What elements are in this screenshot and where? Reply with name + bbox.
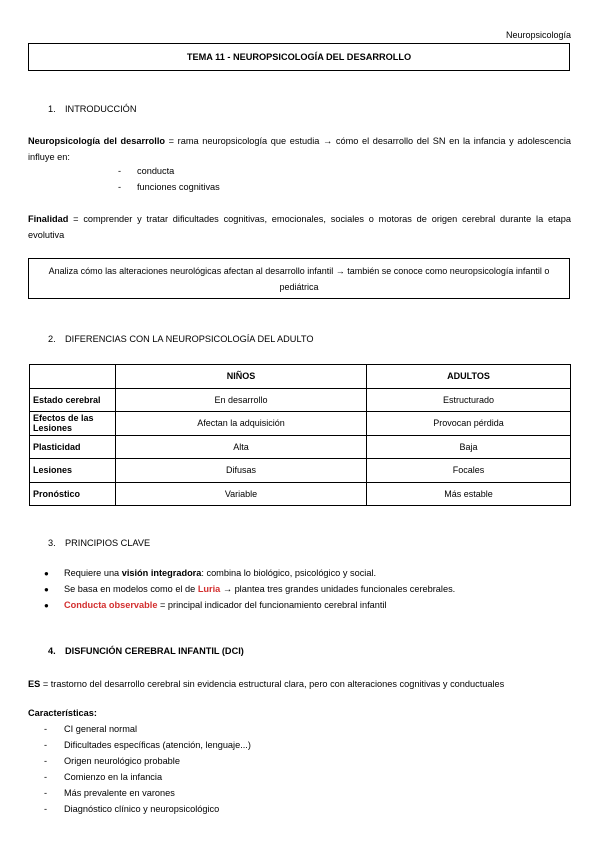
list-item: - Origen neurológico probable	[44, 756, 180, 766]
es-term: ES	[28, 679, 41, 689]
list-item: - Más prevalente en varones	[44, 788, 175, 798]
section-1-title: INTRODUCCIÓN	[65, 104, 137, 114]
table-row-label: Efectos de las Lesiones	[30, 412, 116, 436]
table-cell: Provocan pérdida	[367, 412, 571, 436]
es-paragraph	[28, 676, 571, 692]
table-row-label: Plasticidad	[30, 435, 116, 459]
list-item: - Comienzo en la infancia	[44, 772, 163, 782]
bullet-icon: ●	[44, 585, 49, 594]
definition-term: Neuropsicología del desarrollo	[28, 136, 165, 146]
bullet-text: Se basa en modelos como el de	[64, 584, 198, 594]
bullet-icon: ●	[44, 601, 49, 610]
list-item-text: CI general normal	[64, 724, 138, 734]
bullet-text: : combina lo biológico, psicológico y social.	[201, 568, 377, 578]
table-cell: Focales	[367, 459, 571, 483]
table-row-label: Lesiones	[30, 459, 116, 483]
section-4-number: 4.	[48, 646, 56, 656]
list-item-text: Comienzo en la infancia	[64, 772, 163, 782]
section-4-title: DISFUNCIÓN CEREBRAL INFANTIL (DCI)	[65, 646, 244, 656]
table-header-row	[30, 365, 571, 389]
table-cell: Alta	[116, 435, 367, 459]
goal-text: = comprender y tratar dificultades cognitivas, emocionales, sociales o motoras de origen cerebral durante la etapa evolutiva	[28, 214, 571, 240]
list-item: - Dificultades específicas (atención, lenguaje...)	[44, 740, 251, 750]
list-item: - Diagnóstico clínico y neuropsicológico	[44, 804, 220, 814]
bullet-text: = principal indicador del funcionamiento cerebral infantil	[157, 600, 387, 610]
section-3-heading	[48, 538, 150, 548]
table-row	[30, 435, 571, 459]
section-2-number: 2.	[48, 334, 56, 344]
table-row	[30, 388, 571, 412]
conducta-highlight: Conducta observable	[64, 600, 158, 610]
table-row	[30, 459, 571, 483]
table-row-label: Pronóstico	[30, 482, 116, 506]
bullet-item	[44, 600, 387, 610]
table-cell: En desarrollo	[116, 388, 367, 412]
list-item: - CI general normal	[44, 724, 138, 734]
section-3-title: PRINCIPIOS CLAVE	[65, 538, 151, 548]
list-item-text: Origen neurológico probable	[64, 756, 180, 766]
table-header-cell: ADULTOS	[367, 365, 571, 389]
table-row	[30, 482, 571, 506]
table-cell: Estructurado	[367, 388, 571, 412]
es-text: = trastorno del desarrollo cerebral sin evidencia estructural clara, pero con alteraciones cognitivas y conductuales	[40, 679, 505, 689]
bullet-text: → plantea tres grandes unidades funcionales cerebrales.	[220, 584, 456, 594]
table-header-cell	[30, 365, 116, 389]
table-header-cell: NIÑOS	[116, 365, 367, 389]
list-item: - conducta	[118, 166, 175, 176]
definition-paragraph	[28, 133, 571, 165]
list-item-text: Dificultades específicas (atención, lenguaje...)	[64, 740, 251, 750]
section-1-number: 1.	[48, 104, 56, 114]
table-cell: Baja	[367, 435, 571, 459]
comparison-table	[29, 364, 571, 506]
luria-highlight: Luria	[197, 584, 221, 594]
section-3-number: 3.	[48, 538, 56, 548]
table-cell: Más estable	[367, 482, 571, 506]
section-4-heading	[48, 646, 244, 656]
list-item-text: Diagnóstico clínico y neuropsicológico	[64, 804, 220, 814]
bullet-bold-text: visión integradora	[121, 568, 202, 578]
page-title: TEMA 11 - NEUROPSICOLOGÍA DEL DESARROLLO	[28, 43, 570, 71]
list-item-text: conducta	[137, 166, 175, 176]
definition-text: = rama neuropsicología que estudia → cómo el desarrollo del SN en la infancia y adolescencia influye en:	[28, 136, 571, 162]
table-cell: Difusas	[116, 459, 367, 483]
bullet-text: Requiere una	[64, 568, 122, 578]
section-1-heading	[48, 104, 136, 114]
note-box: Analiza cómo las alteraciones neurológicas afectan al desarrollo infantil → también se conoce como neuropsicología infantil o pediátrica	[28, 258, 570, 299]
bullet-item	[44, 584, 455, 594]
list-item: - funciones cognitivas	[118, 182, 220, 192]
table-cell: Variable	[116, 482, 367, 506]
table-row	[30, 412, 571, 436]
goal-paragraph	[28, 211, 571, 243]
table-cell: Afectan la adquisición	[116, 412, 367, 436]
section-2-title: DIFERENCIAS CON LA NEUROPSICOLOGÍA DEL ADULTO	[65, 334, 314, 344]
list-item-text: funciones cognitivas	[137, 182, 220, 192]
characteristics-label: Características:	[28, 708, 97, 718]
bullet-icon: ●	[44, 569, 49, 578]
running-header: Neuropsicología	[505, 30, 571, 40]
list-item-text: Más prevalente en varones	[64, 788, 175, 798]
goal-term: Finalidad	[28, 214, 69, 224]
bullet-item	[44, 568, 376, 578]
section-2-heading	[48, 334, 313, 344]
table-row-label: Estado cerebral	[30, 388, 116, 412]
